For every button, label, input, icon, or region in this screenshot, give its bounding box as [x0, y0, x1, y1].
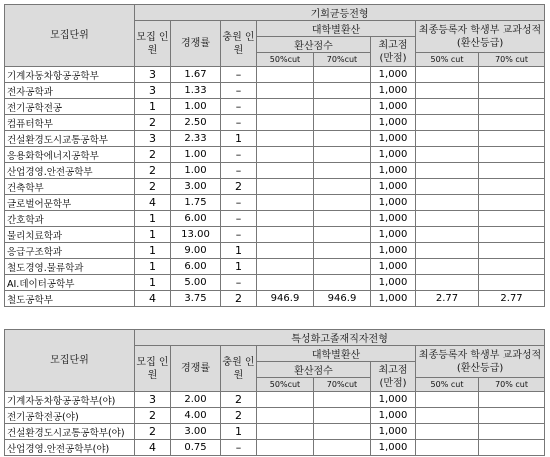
cell-extra: –	[221, 227, 257, 243]
cell-unit: 기계자동차항공공학부	[5, 67, 135, 83]
cell-extra: 2	[221, 179, 257, 195]
cell-extra: –	[221, 67, 257, 83]
table-body	[5, 392, 545, 456]
header-grade-cut50: 50% cut	[416, 53, 479, 67]
cell-max-score: 1,000	[371, 392, 416, 408]
table-row	[5, 408, 545, 424]
cell-quota: 4	[135, 195, 171, 211]
cell-extra: –	[221, 99, 257, 115]
cell-max-score: 1,000	[371, 211, 416, 227]
cell-quota: 1	[135, 243, 171, 259]
cell-grade-50cut	[416, 163, 479, 179]
cell-ratio: 2.33	[171, 131, 221, 147]
cell-unit: 철도경영.물류학과	[5, 259, 135, 275]
table-row	[5, 211, 545, 227]
cell-ratio: 2.50	[171, 115, 221, 131]
cell-grade-70cut	[479, 227, 545, 243]
cell-quota: 3	[135, 392, 171, 408]
cell-convert-50cut	[257, 243, 314, 259]
cell-grade-70cut	[479, 163, 545, 179]
cell-grade-50cut	[416, 83, 479, 99]
cell-max-score: 1,000	[371, 275, 416, 291]
cell-unit: 산업경영.안전공학부(야)	[5, 440, 135, 456]
cell-convert-50cut	[257, 115, 314, 131]
cell-quota: 3	[135, 131, 171, 147]
cell-extra: 1	[221, 131, 257, 147]
header-cut50: 50%cut	[257, 53, 314, 67]
table-row	[5, 275, 545, 291]
cell-max-score: 1,000	[371, 291, 416, 307]
cell-quota: 1	[135, 211, 171, 227]
cell-max-score: 1,000	[371, 67, 416, 83]
cell-unit: 전기공학전공	[5, 99, 135, 115]
cell-grade-50cut	[416, 211, 479, 227]
cell-convert-70cut	[314, 115, 371, 131]
cell-grade-70cut	[479, 211, 545, 227]
cell-extra: 1	[221, 243, 257, 259]
cell-grade-70cut	[479, 131, 545, 147]
cell-grade-50cut	[416, 408, 479, 424]
cell-grade-70cut	[479, 275, 545, 291]
table-row	[5, 131, 545, 147]
cell-grade-70cut	[479, 147, 545, 163]
header-cut70: 70%cut	[314, 378, 371, 392]
cell-extra: –	[221, 195, 257, 211]
cell-convert-70cut	[314, 211, 371, 227]
table-row	[5, 291, 545, 307]
cell-max-score: 1,000	[371, 131, 416, 147]
cell-ratio: 1.33	[171, 83, 221, 99]
header-unit: 모집단위	[5, 330, 135, 392]
table-title: 기회균등전형	[135, 5, 545, 21]
cell-unit: 응용화학에너지공학부	[5, 147, 135, 163]
header-final-grade: 최종등록자 학생부 교과성적(환산등급)	[416, 346, 545, 378]
cell-max-score: 1,000	[371, 243, 416, 259]
cell-grade-70cut	[479, 440, 545, 456]
cell-convert-70cut	[314, 243, 371, 259]
cell-max-score: 1,000	[371, 227, 416, 243]
cell-max-score: 1,000	[371, 408, 416, 424]
header-ratio: 경쟁률	[171, 346, 221, 392]
cell-extra: 1	[221, 259, 257, 275]
header-extra: 충원 인원	[221, 346, 257, 392]
cell-grade-70cut	[479, 115, 545, 131]
cell-convert-50cut	[257, 131, 314, 147]
cell-grade-70cut	[479, 67, 545, 83]
cell-quota: 1	[135, 259, 171, 275]
cell-grade-70cut	[479, 408, 545, 424]
cell-max-score: 1,000	[371, 195, 416, 211]
cell-max-score: 1,000	[371, 440, 416, 456]
cell-max-score: 1,000	[371, 99, 416, 115]
cell-ratio: 1.75	[171, 195, 221, 211]
table-title: 특성화고졸재직자전형	[135, 330, 545, 346]
cell-ratio: 1.67	[171, 67, 221, 83]
header-extra: 충원 인원	[221, 21, 257, 67]
cell-convert-50cut	[257, 147, 314, 163]
cell-grade-70cut	[479, 83, 545, 99]
header-grade-cut70: 70% cut	[479, 378, 545, 392]
cell-quota: 2	[135, 179, 171, 195]
cell-ratio: 5.00	[171, 275, 221, 291]
cell-grade-50cut	[416, 115, 479, 131]
cell-convert-50cut	[257, 163, 314, 179]
table-row	[5, 83, 545, 99]
cell-convert-70cut	[314, 408, 371, 424]
cell-grade-70cut	[479, 99, 545, 115]
cell-unit: 기계자동차항공공학부(야)	[5, 392, 135, 408]
table-row	[5, 99, 545, 115]
cell-convert-50cut	[257, 83, 314, 99]
cell-ratio: 0.75	[171, 440, 221, 456]
header-cut70: 70%cut	[314, 53, 371, 67]
cell-convert-50cut	[257, 99, 314, 115]
cell-convert-50cut	[257, 275, 314, 291]
table-row	[5, 163, 545, 179]
table-row	[5, 259, 545, 275]
cell-convert-70cut	[314, 147, 371, 163]
cell-unit: 건설환경도시교통공학부(야)	[5, 424, 135, 440]
cell-ratio: 3.75	[171, 291, 221, 307]
header-quota: 모집 인원	[135, 346, 171, 392]
cell-max-score: 1,000	[371, 115, 416, 131]
cell-convert-70cut	[314, 195, 371, 211]
cell-convert-70cut	[314, 440, 371, 456]
table-row	[5, 243, 545, 259]
cell-ratio: 9.00	[171, 243, 221, 259]
cell-grade-50cut	[416, 99, 479, 115]
table-row	[5, 424, 545, 440]
cell-extra: 1	[221, 424, 257, 440]
cell-quota: 1	[135, 275, 171, 291]
cell-unit: 전자공학과	[5, 83, 135, 99]
cell-ratio: 3.00	[171, 424, 221, 440]
cell-ratio: 1.00	[171, 163, 221, 179]
cell-grade-50cut	[416, 179, 479, 195]
cell-convert-50cut: 946.9	[257, 291, 314, 307]
cell-ratio: 2.00	[171, 392, 221, 408]
header-ratio: 경쟁률	[171, 21, 221, 67]
cell-convert-50cut	[257, 259, 314, 275]
cell-max-score: 1,000	[371, 259, 416, 275]
cell-quota: 1	[135, 227, 171, 243]
cell-unit: 컴퓨터학부	[5, 115, 135, 131]
cell-grade-70cut	[479, 424, 545, 440]
cell-max-score: 1,000	[371, 163, 416, 179]
cell-quota: 4	[135, 291, 171, 307]
cell-ratio: 4.00	[171, 408, 221, 424]
cell-grade-50cut: 2.77	[416, 291, 479, 307]
cell-ratio: 1.00	[171, 99, 221, 115]
cell-convert-70cut	[314, 99, 371, 115]
cell-quota: 2	[135, 115, 171, 131]
cell-grade-70cut	[479, 179, 545, 195]
cell-grade-50cut	[416, 195, 479, 211]
cell-quota: 4	[135, 440, 171, 456]
cell-grade-50cut	[416, 67, 479, 83]
header-cut50: 50%cut	[257, 378, 314, 392]
cell-ratio: 1.00	[171, 147, 221, 163]
cell-convert-70cut	[314, 131, 371, 147]
cell-grade-50cut	[416, 424, 479, 440]
table-row	[5, 440, 545, 456]
table-row	[5, 179, 545, 195]
cell-quota: 1	[135, 99, 171, 115]
cell-extra: 2	[221, 291, 257, 307]
cell-unit: 철도공학부	[5, 291, 135, 307]
cell-grade-70cut	[479, 392, 545, 408]
cell-convert-70cut	[314, 275, 371, 291]
cell-unit: 건설환경도시교통공학부	[5, 131, 135, 147]
cell-convert-50cut	[257, 408, 314, 424]
cell-extra: –	[221, 83, 257, 99]
cell-convert-50cut	[257, 227, 314, 243]
cell-convert-70cut	[314, 67, 371, 83]
cell-ratio: 6.00	[171, 259, 221, 275]
cell-extra: 2	[221, 392, 257, 408]
cell-ratio: 13.00	[171, 227, 221, 243]
cell-unit: 건축학부	[5, 179, 135, 195]
cell-extra: –	[221, 211, 257, 227]
table-row	[5, 227, 545, 243]
cell-grade-50cut	[416, 147, 479, 163]
cell-convert-70cut	[314, 83, 371, 99]
cell-quota: 2	[135, 424, 171, 440]
cell-extra: 2	[221, 408, 257, 424]
cell-quota: 2	[135, 408, 171, 424]
table-row	[5, 67, 545, 83]
cell-convert-50cut	[257, 440, 314, 456]
cell-ratio: 6.00	[171, 211, 221, 227]
cell-extra: –	[221, 163, 257, 179]
cell-convert-70cut	[314, 259, 371, 275]
table-row	[5, 195, 545, 211]
table-row	[5, 392, 545, 408]
cell-convert-70cut	[314, 179, 371, 195]
cell-quota: 3	[135, 83, 171, 99]
cell-quota: 3	[135, 67, 171, 83]
cell-convert-70cut	[314, 163, 371, 179]
cell-grade-50cut	[416, 227, 479, 243]
cell-convert-50cut	[257, 424, 314, 440]
cell-convert-70cut: 946.9	[314, 291, 371, 307]
cell-extra: –	[221, 275, 257, 291]
cell-convert-50cut	[257, 211, 314, 227]
cell-convert-50cut	[257, 195, 314, 211]
cell-convert-50cut	[257, 67, 314, 83]
cell-unit: AI.데이터공학부	[5, 275, 135, 291]
cell-unit: 간호학과	[5, 211, 135, 227]
header-quota: 모집 인원	[135, 21, 171, 67]
header-max-score: 최고점 (만점)	[371, 362, 416, 392]
table-row	[5, 147, 545, 163]
admission-table-opportunity	[4, 4, 545, 307]
cell-unit: 글로벌어문학부	[5, 195, 135, 211]
cell-grade-50cut	[416, 392, 479, 408]
table-row	[5, 115, 545, 131]
cell-extra: –	[221, 115, 257, 131]
cell-grade-50cut	[416, 131, 479, 147]
cell-max-score: 1,000	[371, 179, 416, 195]
cell-convert-50cut	[257, 179, 314, 195]
table-body	[5, 67, 545, 307]
cell-convert-70cut	[314, 424, 371, 440]
cell-ratio: 3.00	[171, 179, 221, 195]
cell-quota: 2	[135, 163, 171, 179]
cell-unit: 전기공학전공(야)	[5, 408, 135, 424]
cell-grade-50cut	[416, 259, 479, 275]
cell-grade-70cut: 2.77	[479, 291, 545, 307]
cell-convert-70cut	[314, 392, 371, 408]
cell-convert-70cut	[314, 227, 371, 243]
header-uni-convert: 대학별환산	[257, 21, 416, 37]
cell-grade-50cut	[416, 440, 479, 456]
cell-grade-70cut	[479, 195, 545, 211]
header-uni-convert: 대학별환산	[257, 346, 416, 362]
header-convert-score: 환산점수	[257, 362, 371, 378]
cell-quota: 2	[135, 147, 171, 163]
cell-grade-50cut	[416, 275, 479, 291]
cell-grade-50cut	[416, 243, 479, 259]
header-convert-score: 환산점수	[257, 37, 371, 53]
header-max-score: 최고점 (만점)	[371, 37, 416, 67]
header-final-grade: 최종등록자 학생부 교과성적(환산등급)	[416, 21, 545, 53]
cell-grade-70cut	[479, 243, 545, 259]
header-unit: 모집단위	[5, 5, 135, 67]
cell-unit: 산업경영.안전공학부	[5, 163, 135, 179]
cell-extra: –	[221, 147, 257, 163]
cell-unit: 응급구조학과	[5, 243, 135, 259]
header-grade-cut50: 50% cut	[416, 378, 479, 392]
header-grade-cut70: 70% cut	[479, 53, 545, 67]
cell-max-score: 1,000	[371, 83, 416, 99]
cell-grade-70cut	[479, 259, 545, 275]
cell-convert-50cut	[257, 392, 314, 408]
cell-unit: 물리치료학과	[5, 227, 135, 243]
cell-extra: –	[221, 440, 257, 456]
cell-max-score: 1,000	[371, 147, 416, 163]
cell-max-score: 1,000	[371, 424, 416, 440]
admission-table-specialized	[4, 329, 545, 456]
